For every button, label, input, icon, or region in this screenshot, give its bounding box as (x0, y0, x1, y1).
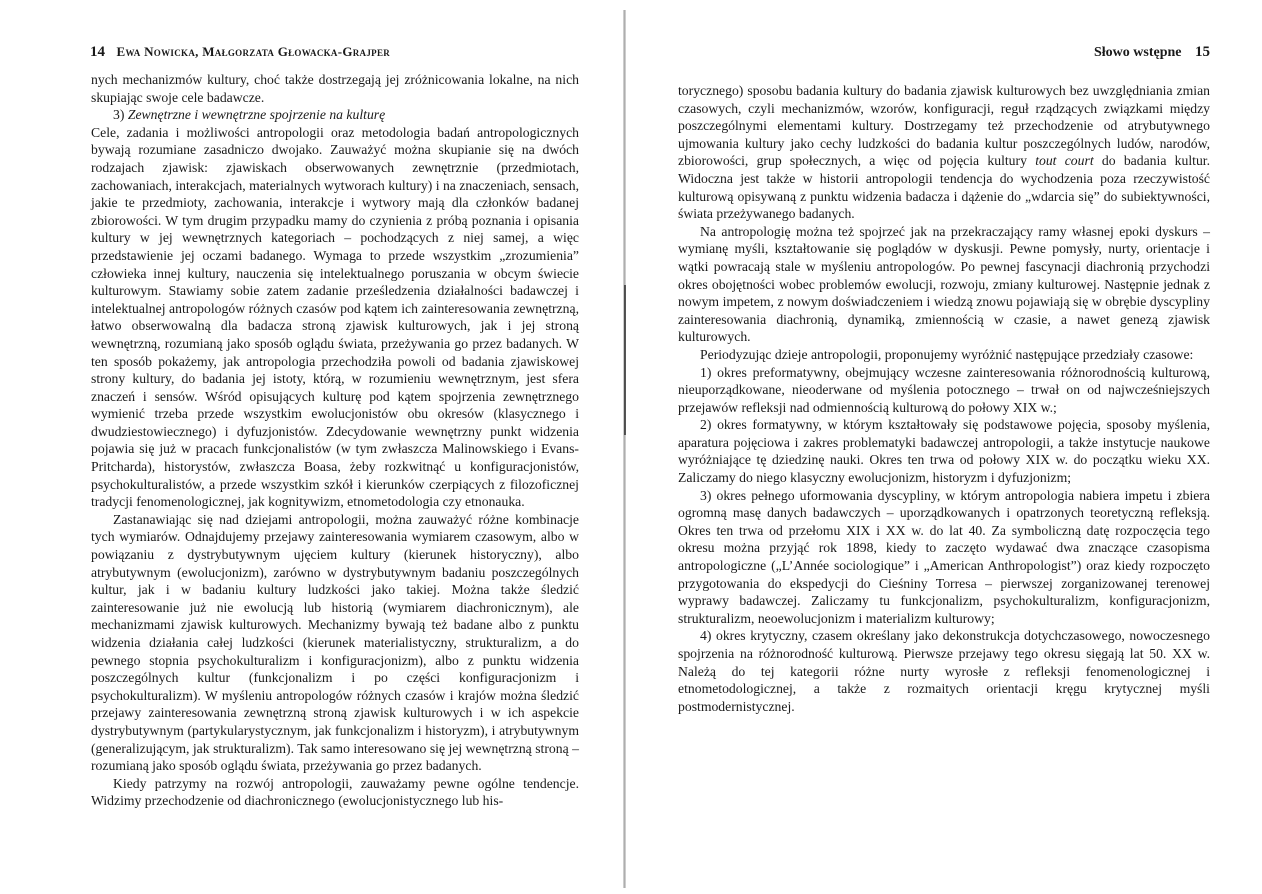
right-page-body (678, 82, 1210, 715)
section-number: 3) (113, 107, 128, 123)
right-page (630, 0, 1262, 894)
left-page-body (91, 71, 579, 810)
left-page-header (90, 44, 390, 61)
right-page-header (1094, 44, 1210, 61)
list-item-period-1: 1) okres preformatywny, obejmujący wczesne zainteresowania różnorodnością kulturową, nieuporządkowane, nieoderwane od myślenia potocznego – trwał on od najwcześniejszych przejawów refleksji nad odmiennością kulturową do połowy XIX w.; (678, 364, 1210, 415)
paragraph (678, 82, 1210, 223)
paragraph: Na antropologię można też spojrzeć jak na przekraczający ramy własnej epoki dyskurs – wymianę myśli, kształtowanie się poglądów w dyskusji. Pewne pomysły, nurty, orientacje i wątki powracają stale w myśleniu antropologów. Po pewnej fascynacji diachronią przychodzi okres obojętności wobec problemów ewolucji, rozwoju, zmiany kulturowej. Następnie jednak z nowym impetem, z nowym doświadczeniem i wiedzą znowu pojawiają się w obrębie dyscypliny zainteresowania diachronią, dynamiką, zmiennością w czasie, a nawet genezą zjawisk kulturowych. (678, 223, 1210, 345)
book-spine-shadow (623, 10, 626, 888)
paragraph: Periodyzując dzieje antropologii, proponujemy wyróżnić następujące przedziały czasowe: (700, 346, 1194, 362)
list-item-period-4: 4) okres krytyczny, czasem określany jako dekonstrukcja dotychczasowego, nowoczesnego spojrzenia na różnorodność kulturową. Pierwsze przejawy tego okresu sięgają lat 50. XX w. Należą do tej kategorii różne nurty wyrosłe z refleksji fenomenologicznej i etnometodologicznej, a także z rozmaitych orientacji kręgu krytycznej myśli postmodernistycznej. (678, 628, 1210, 714)
paragraph: Zastanawiając się nad dziejami antropologii, można zauważyć różne kombinacje tych wymiarów. Odnajdujemy przejawy zainteresowania wymiarem czasowym, albo w powiązaniu z dystrybutywnym ujęciem kultury (kierunek historyczny), albo atrybutywnym (ewolucjonizm), zarówno w dystrybutywnym badaniu poszczególnych kultur, jak i w badaniu kultury ludzkości jako takiej. Można także śledzić zainteresowanie już nie ewolucją lub historią (wymiarem diachronicznym), ale mechanizmami zjawisk kulturowych. Mechanizmy bywają też badane albo z punktu widzenia działania całej ludzkości (kierunek materialistyczny, strukturalizm, a do pewnego stopnia psychokulturalizm i konfiguracjonizm), albo z punktu widzenia poszczególnych kultur (funkcjonalizm i po części konfiguracjonizm i psychokulturalizm). W myśleniu antropologów różnych czasów i krajów można śledzić przejawy zainteresowania zewnętrzną stroną zjawisk kulturowych i w ich aspekcie dystrybutywnym (partykularystycznym, jak funkcjonalizm i historyzm), i atrybutywnym (generalizującym, jak strukturalizm). Tak samo interesowano się jej wewnętrzną stroną – rozumianą jako sposób oglądu świata, przeżywania go przez badanych. (91, 511, 579, 774)
running-head-title: Słowo wstępne (1093, 45, 1182, 60)
section-title: Zewnętrzne i wewnętrzne spojrzenie na kulturę (127, 107, 386, 123)
italic-term: tout court (1035, 153, 1094, 169)
section-heading (91, 106, 579, 124)
left-page (0, 0, 620, 894)
paragraph-text: torycznego) sposobu badania kultury do badania zjawisk kulturowych bez uwzględniania zmian czasowych, czyli mechanizmów, wzorów, konfiguracji, reguł rządzących związkami między poszczególnymi elementami kultury. Dostrzegamy też przechodzenie od atrybutywnego ujmowania kultury jako cechy ludzkości do badania kultur poszczególnych ludów, narodów, zbiorowości, grup społecznych, a więc od pojęcia kultury (678, 83, 1210, 169)
paragraph: Cele, zadania i możliwości antropologii oraz metodologia badań antropologicznych bywają rozumiane zasadniczo dwojako. Zauważyć można skupianie się na dwóch rodzajach zjawisk: zjawiskach obserwowanych zewnętrznie (przedmiotach, zachowaniach, interakcjach, materialnych wytworach kultury) i na znaczeniach, sensach, jakie te przedmioty, zachowania, interakcje i wytwory mają dla członków badanej zbiorowości. W tym drugim przypadku mamy do czynienia z próbą poznania i opisania kultury w jej wewnętrznych kategoriach – pochodzących z niej samej, a więc przedstawienie jej oczami badanego. Wymaga to przede wszystkim „zrozumienia” człowieka innej kultury, nauczenia się intelektualnego poruszania w obcym świecie kulturowym. Stawiamy sobie zatem zadanie prześledzenia działalności badawczej i intelektualnej antropologów różnych czasów pod kątem ich zainteresowania zewnętrzną, łatwo obserwowalną dla badacza stroną zjawisk kulturowych, jak i jej stroną wewnętrzną, rozumianą jako sposób oglądu świata, przeżywania go przez badanych. W ten sposób pokażemy, jak antropologia przechodziła powoli od badania zjawiskowej strony kultury, do badania jej istoty, którą, w rozumieniu wewnętrznym, jest sfera znaczeń i sensów. Wśród opisujących kulturę pod kątem spojrzenia zewnętrznego wymienić trzeba przede wszystkim ewolucjonistów obu okresów (klasycznego i dwudziestowiecznego) i dyfuzjonistów. Zdecydowanie wewnętrzny punkt widzenia pojawia się już w pracach funkcjonalistów (w tym zwłaszcza Malinowskiego i Evans-Pritcharda), historystów, zwłaszcza Boasa, żeby rozkwitnąć u konfiguracjonistów, psychokulturalistów, a przede wszystkim szkół i kierunków czerpiących z filozoficznej tradycji fenomenologicznej, jak kognitywizm, etnometodologia czy etnonauka. (91, 124, 579, 510)
book-spine-crease (624, 285, 626, 435)
paragraph: nych mechanizmów kultury, choć także dostrzegają jej zróżnicowania lokalne, na nich skupiając swoje cele badawcze. (91, 72, 579, 105)
running-head-authors: Ewa Nowicka, Małgorzata Głowacka-Grajper (116, 44, 391, 59)
list-item-period-3: 3) okres pełnego uformowania dyscypliny, w którym antropologia nabiera impetu i zbiera ogromną masę danych badawczych – uporządkowanych i opatrzonych teoretyczną refleksją. Okres ten trwa od przełomu XIX i XX w. do lat 40. Za symboliczną datę rozpoczęcia tego okresu można przyjąć rok 1898, kiedy to zaczęto wydawać dwa znaczące czasopisma antropologiczne („L’Année sociologique” i „American Anthropologist”) oraz kiedy rozpoczęto przygotowania do ekspedycji do Cieśniny Torresa – pierwszej zorganizowanej terenowej wyprawy badawczej. Zaliczamy tu funkcjonalizm, psychokulturalizm, konfiguracjonizm, strukturalizm, neoewolucjonizm i materializm kulturowy; (678, 487, 1210, 626)
paragraph: Kiedy patrzymy na rozwój antropologii, zauważamy pewne ogólne tendencje. Widzimy przechodzenie od diachronicznego (ewolucjonistycznego lub his- (91, 775, 579, 809)
left-page-number: 14 (90, 44, 105, 60)
list-item-period-2: 2) okres formatywny, w którym kształtowały się podstawowe pojęcia, sposoby myślenia, aparatura pojęciowa i zakres problematyki badawczej antropologii, a także instytucje naukowe wyróżniające tę dziedzinę nauki. Okres ten trwa od połowy XIX w. do początku wieku XX. Zaliczamy do niego klasyczny ewolucjonizm, historyzm i dyfuzjonizm; (678, 417, 1210, 486)
right-page-number: 15 (1195, 44, 1210, 60)
paragraph-text: do badania kultur. Widoczna jest także w historii antropologii tendencja do wychodzenia poza rzeczywistość kulturową opisywaną z punktu widzenia badacza i dążenie do „wdarcia się” do subiektywności, świata przeżywanego badanych. (678, 153, 1211, 222)
